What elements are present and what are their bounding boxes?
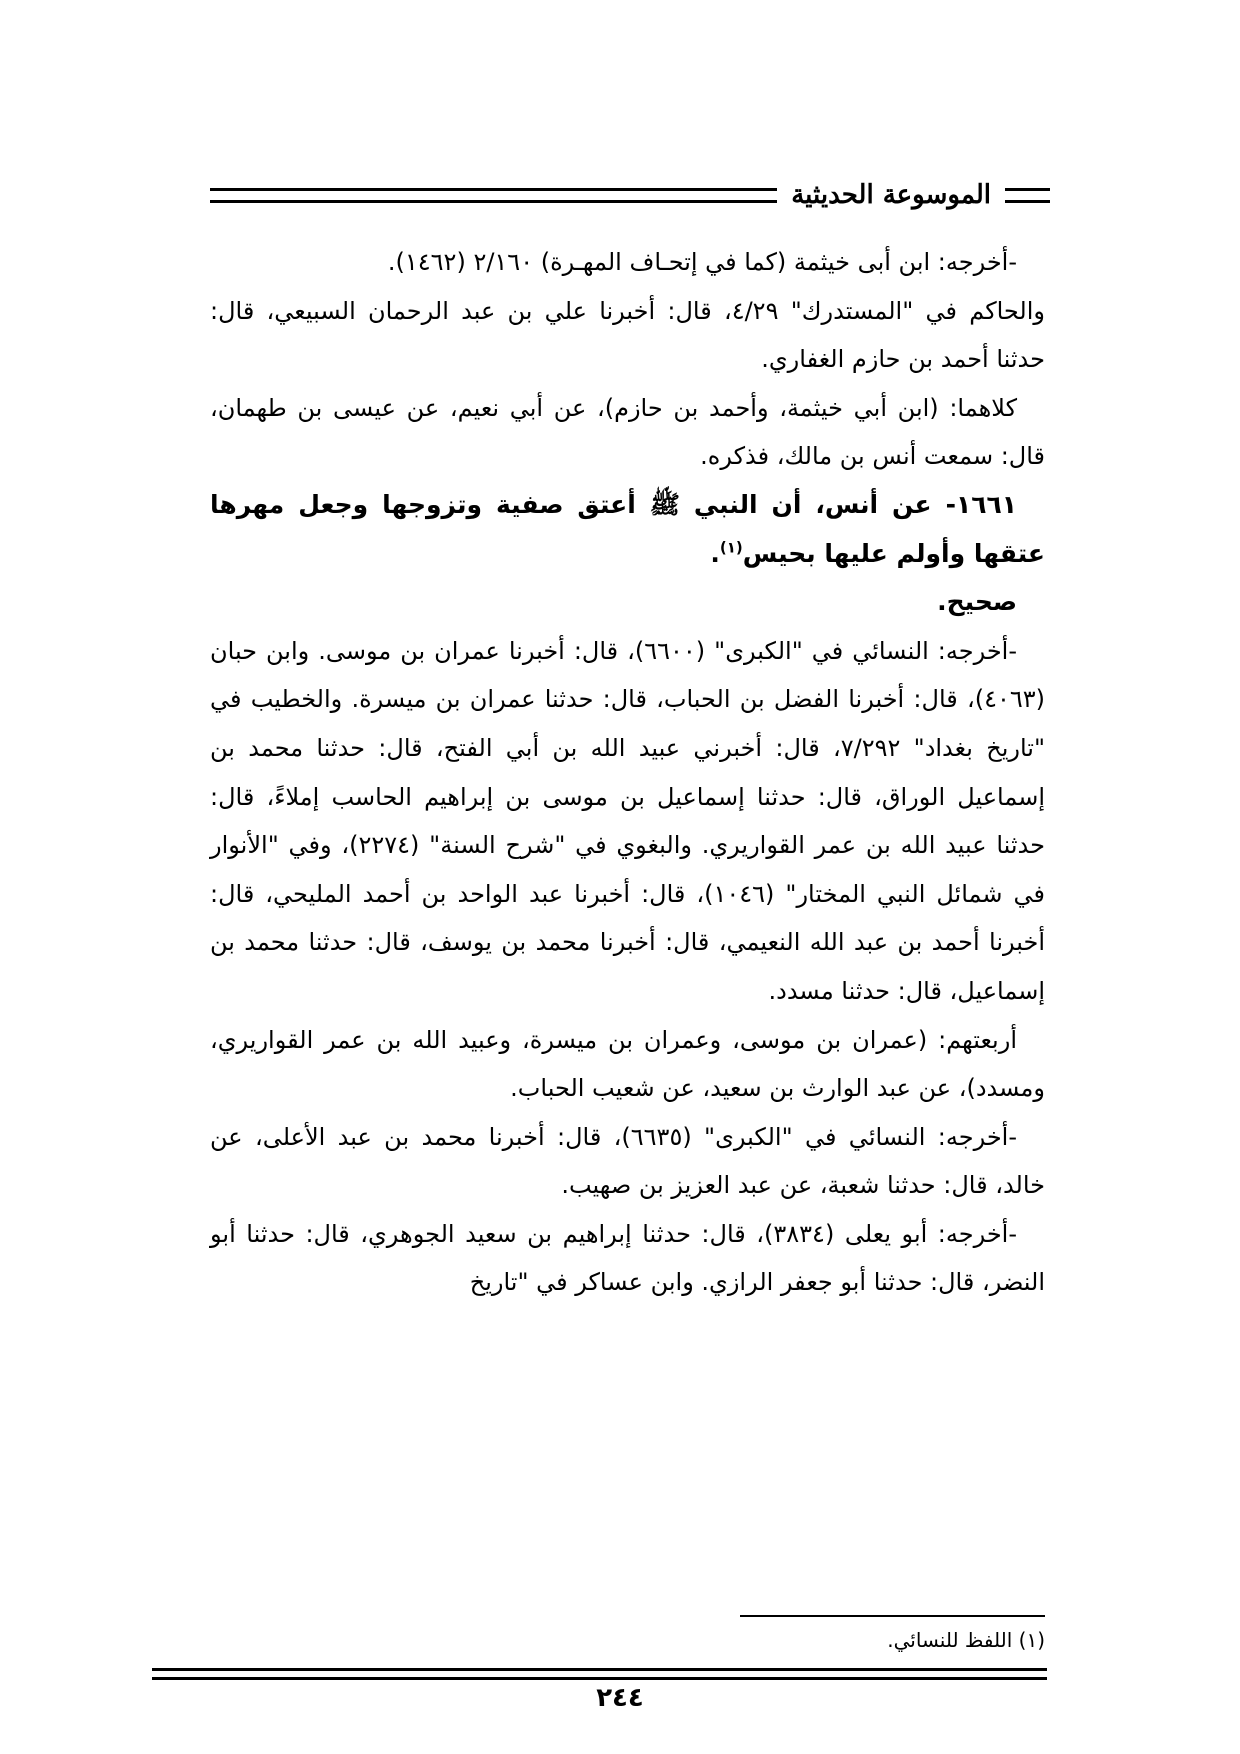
- paragraph-takhrij-5: -أخرجه: أبو يعلى (٣٨٣٤)، قال: حدثنا إبراهيم بن سعيد الجوهري، قال: حدثنا أبو النضر، قال: حدثنا أبو جعفر الرازي. وابن عساكر في "تاريخ: [210, 1219, 1045, 1297]
- footnote: (١) اللفظ للنسائي.: [887, 1628, 1045, 1652]
- hadith-grade: صحيح.: [937, 587, 1017, 617]
- paragraph-takhrij-1: -أخرجه: ابن أبى خيثمة (كما في إتحـاف المهـرة) ٢/١٦٠ (١٤٦٢).: [387, 248, 1017, 276]
- header-rule-left: [210, 188, 777, 203]
- paragraph-takhrij-3: -أخرجه: النسائي في "الكبرى" (٦٦٠٠)، قال: أخبرنا عمران بن موسى. وابن حبان (٤٠٦٣)، قال: أخبرنا الفضل بن الحباب، قال: حدثنا عمران بن ميسرة. والخطيب في "تاريخ بغداد" ٧/٢٩٢، قال: أخبرني عبيد الله بن أبي الفتح، قال: حدثنا محمد بن إسماعيل الوراق، قال: حدثنا إسماعيل بن موسى بن إبراهيم الحاسب إملاءً، قال: حدثنا عبيد الله بن عمر القواريري. والبغوي في "شرح السنة" (٢٢٧٤)، وفي "الأنوار في شمائل النبي المختار" (١٠٤٦)، قال: أخبرنا عبد الواحد بن أحمد المليحي، قال: أخبرنا أحمد بن عبد الله النعيمي، قال: أخبرنا محمد بن يوسف، قال: حدثنا محمد بن إسماعيل، قال: حدثنا مسدد.: [210, 636, 1045, 1005]
- paragraph-summary-2: أربعتهم: (عمران بن موسى، وعمران بن ميسرة، وعبيد الله بن عمر القواريري، ومسدد)، عن عبد الوارث بن سعيد، عن شعيب الحباب.: [210, 1025, 1045, 1103]
- hadith-text: [210, 481, 1045, 578]
- hadith-end: .: [710, 538, 720, 568]
- footer-rule: [152, 1668, 1047, 1680]
- paragraph-takhrij-2: والحاكم في "المستدرك" ٤/٢٩، قال: أخبرنا علي بن عبد الرحمان السبيعي، قال: حدثنا أحمد بن حازم الغفاري.: [210, 296, 1045, 374]
- running-header: [210, 170, 1050, 220]
- main-text: [210, 238, 1045, 1307]
- header-title: الموسوعة الحديثية: [791, 180, 991, 210]
- hadith-body: ١٦٦١- عن أنس، أن النبي ﷺ أعتق صفية وتزوجها وجعل مهرها عتقها وأولم عليها بحيس: [210, 489, 1045, 568]
- footnote-separator: [740, 1615, 1045, 1617]
- footnote-marker: (١): [719, 538, 743, 557]
- paragraph-summary-1: كلاهما: (ابن أبي خيثمة، وأحمد بن حازم)، عن أبي نعيم، عن عيسى بن طهمان، قال: سمعت أنس بن مالك، فذكره.: [210, 393, 1045, 471]
- paragraph-takhrij-4: -أخرجه: النسائي في "الكبرى" (٦٦٣٥)، قال: أخبرنا محمد بن عبد الأعلى، عن خالد، قال: حدثنا شعبة، عن عبد العزيز بن صهيب.: [210, 1122, 1045, 1200]
- header-rule-right: [1005, 188, 1050, 203]
- page-number: ٢٤٤: [596, 1683, 644, 1713]
